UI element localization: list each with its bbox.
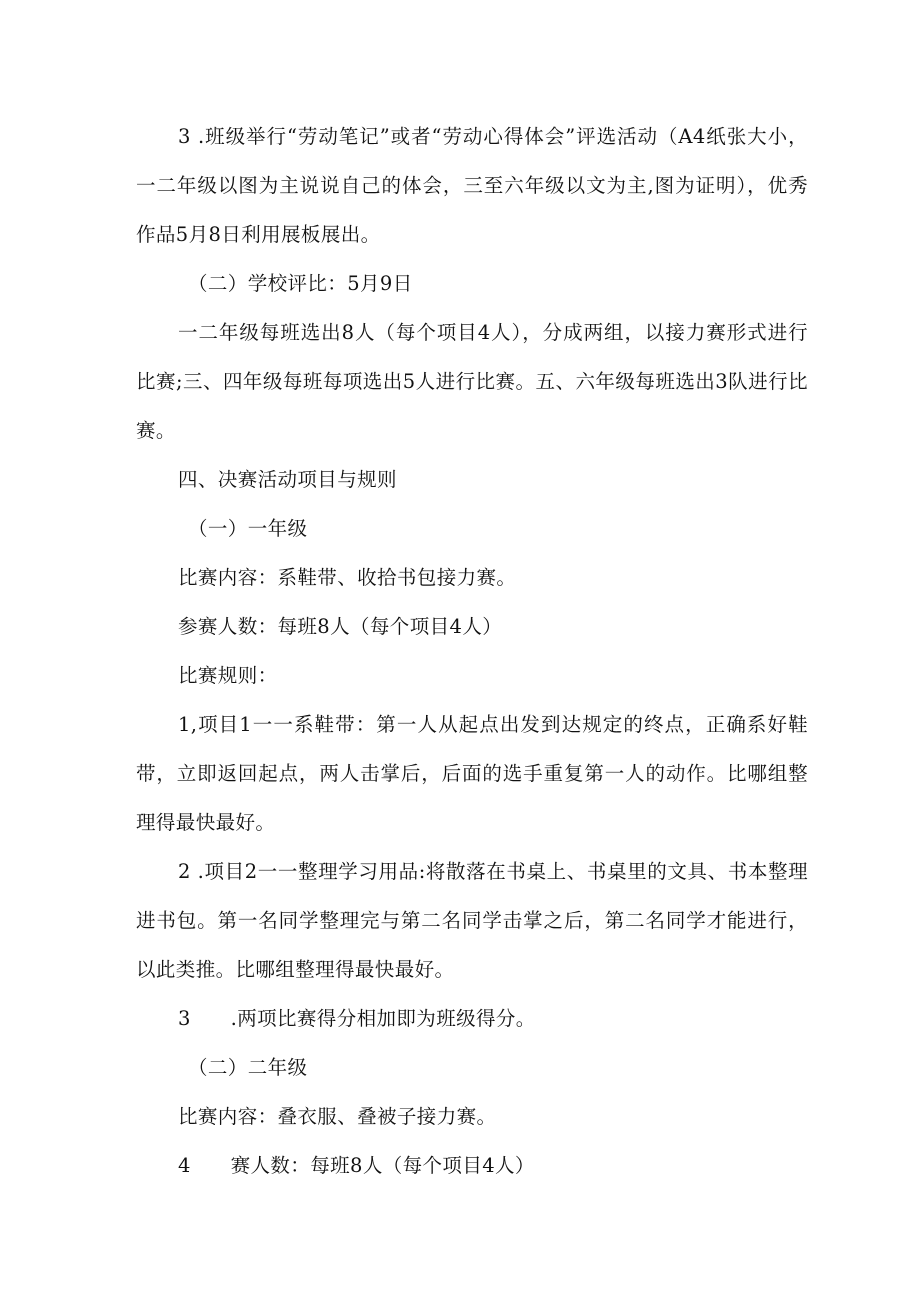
paragraph-rule-school-supplies: 2 .项目2一一整理学习用品:将散落在书桌上、书桌里的文具、书本整理进书包。第一名同学整理完与第二名同学击掌之后，第二名同学才能进行，以此类推。比哪组整理得最快最好。 bbox=[136, 860, 808, 981]
paragraph-rule-shoelace: 1,项目1一一系鞋带：第一人从起点出发到达规定的终点，正确系好鞋带，立即返回起点，两人击掌后，后面的选手重复第一人的动作。比哪组整理得最快最好。 bbox=[136, 713, 808, 834]
paragraph-rule-3-notes-selection: 3 .班级举行“劳动笔记”或者“劳动心得体会”评选活动（A4纸张大小，一二年级以图为主说说自己的体会，三至六年级以文为主,图为证明），优秀作品5月8日利用展板展出。 bbox=[136, 125, 808, 246]
paragraph-selection-by-grade: 一二年级每班选出8人（每个项目4人），分成两组，以接力赛形式进行比赛;三、四年级每班每项选出5人进行比赛。五、六年级每班选出3队进行比赛。 bbox=[136, 321, 808, 442]
paragraph-grade-one-participants: 参赛人数：每班8人（每个项目4人） bbox=[178, 615, 503, 638]
paragraph-grade-two-content: 比赛内容：叠衣服、叠被子接力赛。 bbox=[178, 1105, 497, 1128]
paragraph-rules-label: 比赛规则： bbox=[178, 664, 278, 687]
paragraph-rule-score-sum: 3 .两项比赛得分相加即为班级得分。 bbox=[178, 1007, 536, 1030]
paragraph-grade-two-participants: 4 赛人数：每班8人（每个项目4人） bbox=[178, 1154, 535, 1177]
section-school-evaluation: （二）学校评比：5月9日 bbox=[188, 272, 413, 295]
document-body bbox=[136, 112, 808, 1190]
paragraph-grade-one-content: 比赛内容：系鞋带、收拾书包接力赛。 bbox=[178, 566, 517, 589]
section-grade-one: （一）一年级 bbox=[188, 517, 308, 540]
section-grade-two: （二）二年级 bbox=[188, 1056, 308, 1079]
heading-final-rules: 四、决赛活动项目与规则 bbox=[178, 468, 397, 491]
